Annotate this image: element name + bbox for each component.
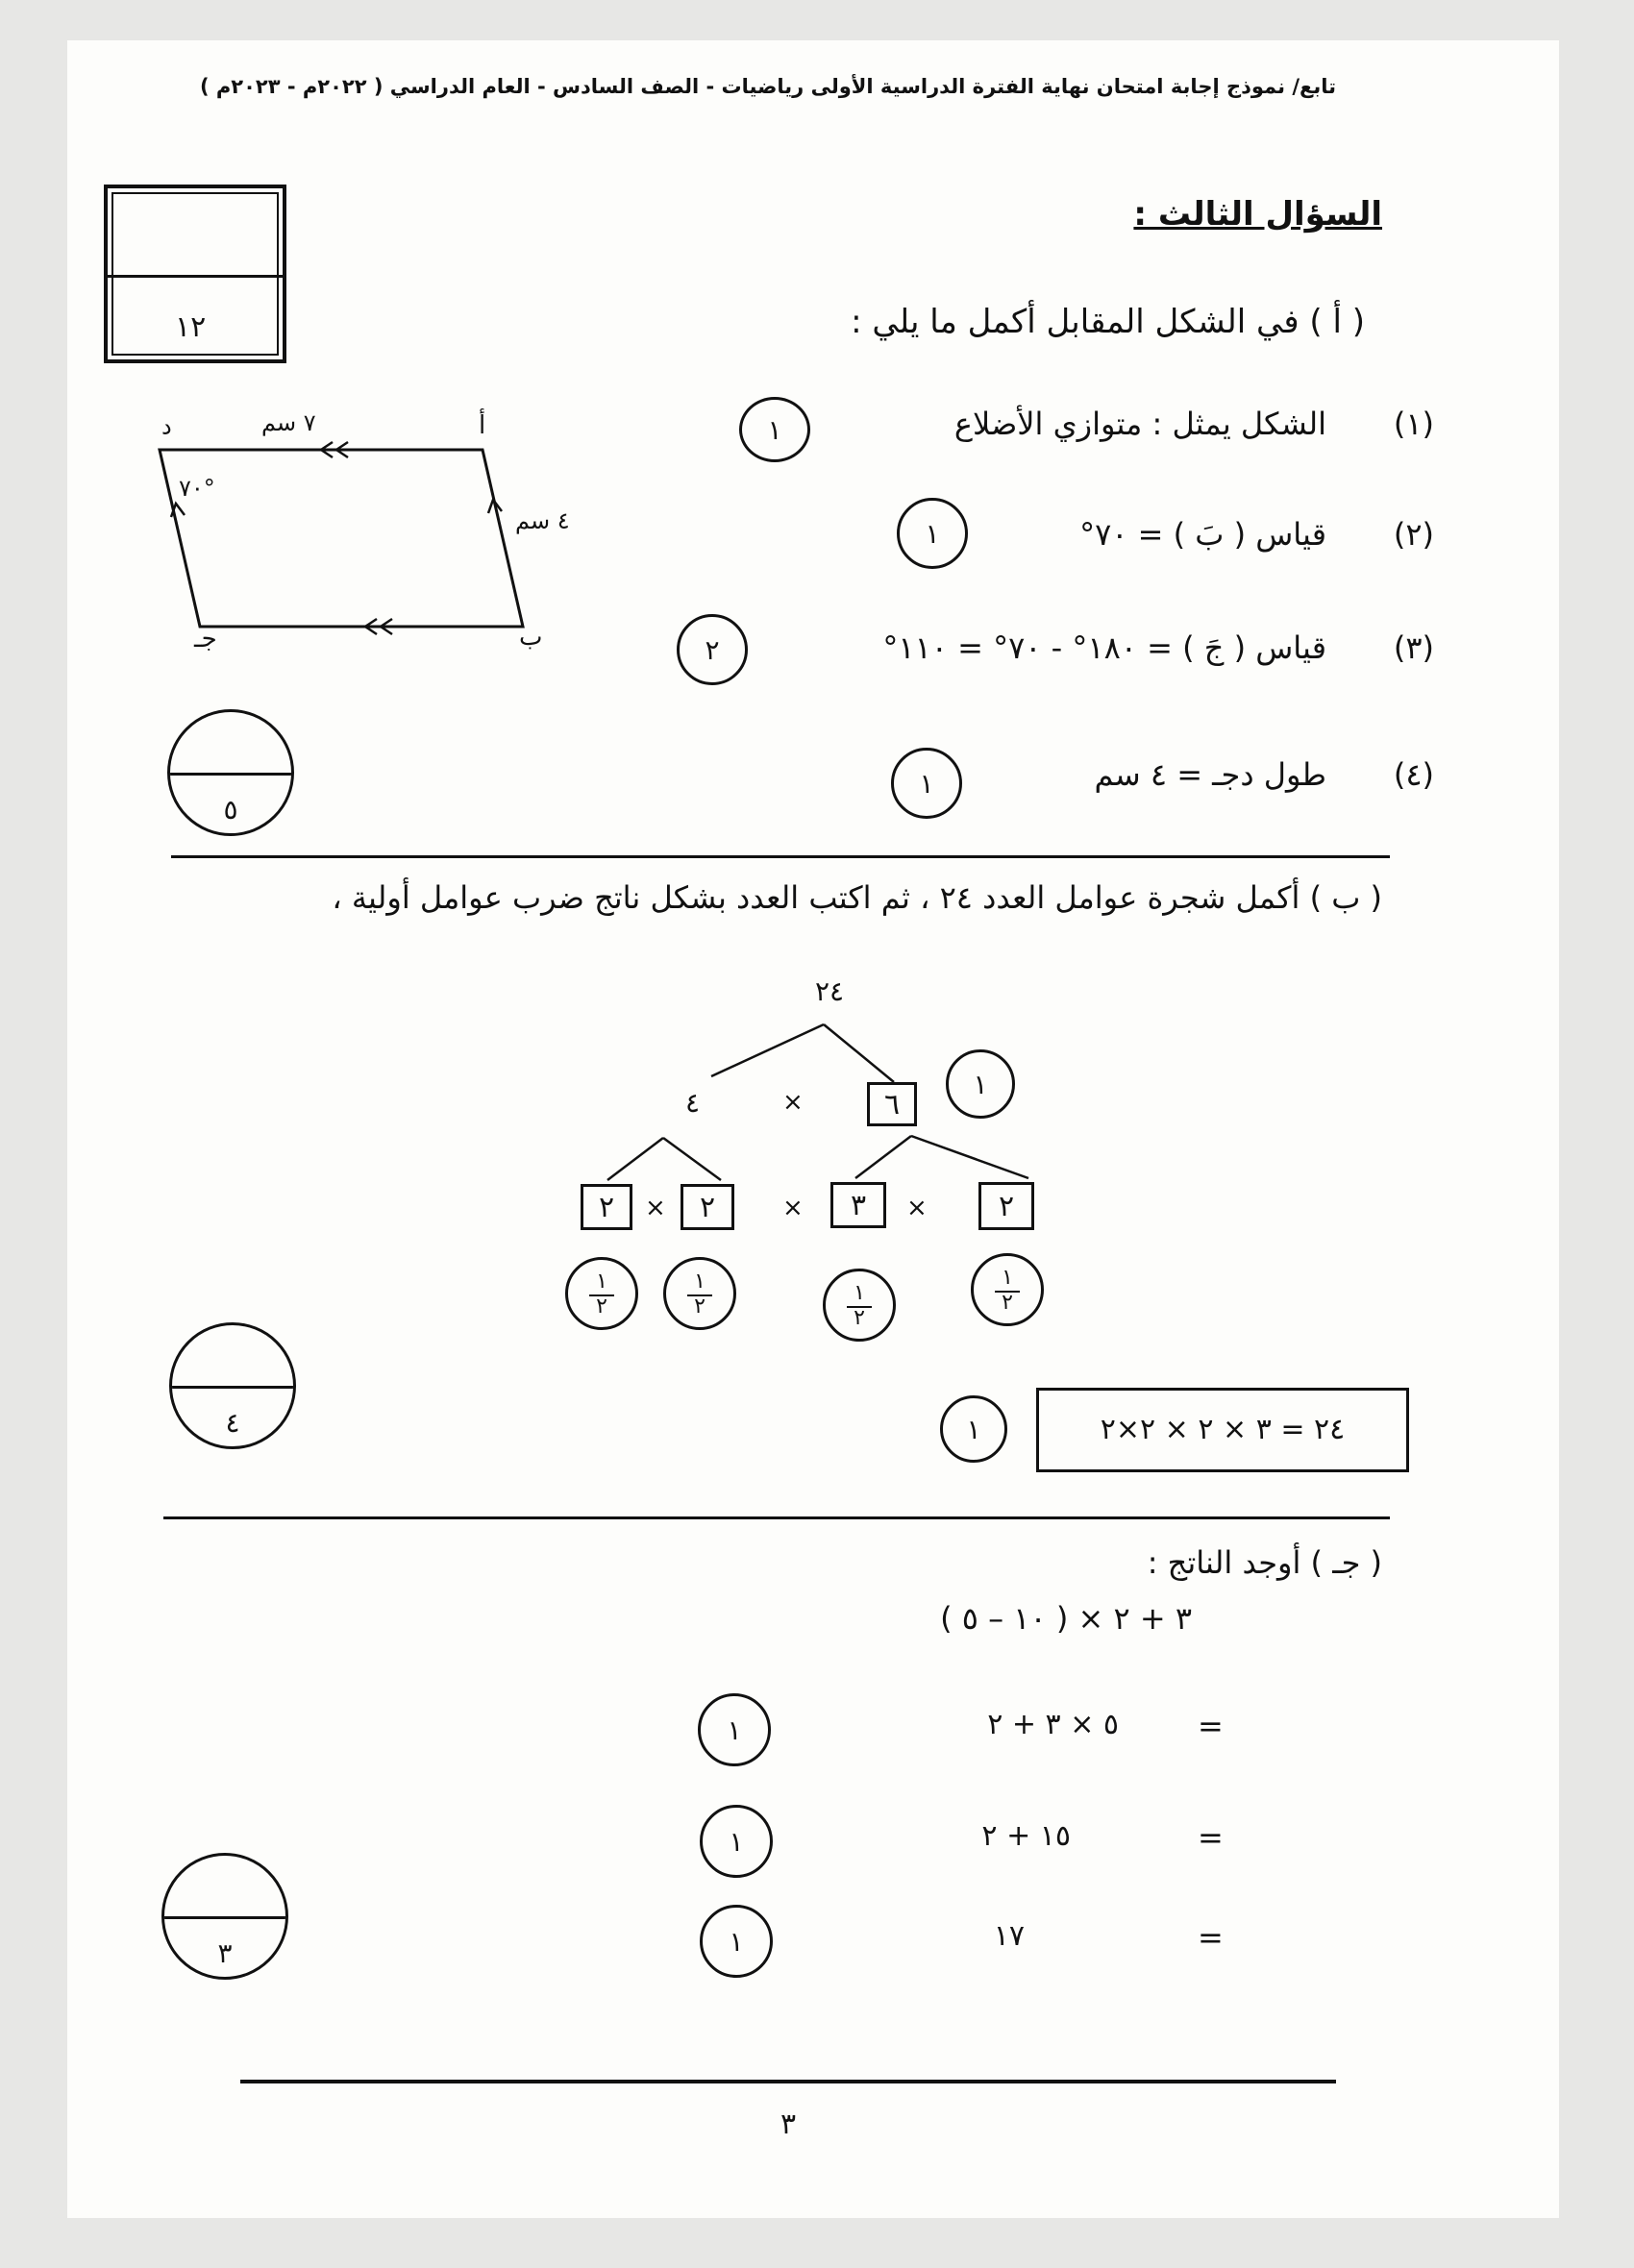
step-1-mark: ١ <box>698 1693 771 1766</box>
part-a-item-3-mark: ٢ <box>677 614 748 685</box>
part-a-item-1-text: الشكل يمثل : متوازي الأضلاع <box>953 406 1326 442</box>
prime-factorization: ٢٤ = ٣ × ٢ × ٢×٢ <box>1100 1413 1346 1446</box>
tree-left-factor: ٤ <box>685 1087 701 1119</box>
part-a-score-circle <box>167 709 294 836</box>
step-3-mark: ١ <box>700 1905 773 1978</box>
leaf-mark-2: ١ ٢ <box>663 1257 736 1330</box>
total-score-box <box>104 185 286 363</box>
part-a-item-4-mark: ١ <box>891 748 962 819</box>
step-2-text: ١٥ + ٢ <box>981 1819 1071 1853</box>
vertex-d-label: د <box>161 413 172 440</box>
answer-mark: ١ <box>940 1395 1007 1463</box>
question-title: السؤال الثالث : <box>1133 195 1382 234</box>
part-b-score-circle <box>169 1322 296 1449</box>
tree-right-factor-box: ٦ <box>867 1082 917 1126</box>
part-a-item-4-num: (٤) <box>1393 756 1434 793</box>
part-a-prompt: ( أ ) في الشكل المقابل أكمل ما يلي : <box>851 303 1365 341</box>
step-1-equals: = <box>1198 1708 1224 1744</box>
part-a-item-3-text: قياس ( جَ ) = ١٨٠° - ٧٠° = ١١٠° <box>882 629 1326 666</box>
divider-b <box>163 1516 1390 1519</box>
step-2-mark: ١ <box>700 1805 773 1878</box>
total-score-value: ١٢ <box>175 310 207 344</box>
divider-a <box>171 855 1390 858</box>
tree-leaf-4: ٢ <box>978 1182 1034 1230</box>
leaf-mark-4: ١ ٢ <box>971 1253 1044 1326</box>
angle-d-label: ٧٠° <box>179 475 215 502</box>
part-a-item-1-num: (١) <box>1393 406 1434 442</box>
tree-root: ٢٤ <box>815 975 845 1007</box>
tree-times-3: × <box>782 1194 804 1222</box>
tree-leaf-3: ٣ <box>830 1182 886 1228</box>
part-b-score-value: ٤ <box>225 1407 240 1439</box>
leaf-mark-3: ١ ٢ <box>823 1269 896 1342</box>
part-b-prompt: ( ب ) أكمل شجرة عوامل العدد ٢٤ ، ثم اكتب العدد بشكل ناتج ضرب عوامل أولية ، <box>332 879 1382 916</box>
step-2-equals: = <box>1198 1819 1224 1856</box>
part-c-score-circle <box>161 1853 288 1980</box>
page-header: تابع/ نموذج إجابة امتحان نهاية الفترة الدراسية الأولى رياضيات - الصف السادس - العام الدراسي ( ٢٠٢٢م - ٢٠٢٣م ) <box>199 75 1336 98</box>
part-a-item-1-mark: ١ <box>739 397 810 462</box>
vertex-b-label: ب <box>519 623 543 652</box>
page-number: ٣ <box>780 2108 797 2141</box>
part-a-item-2-text: قياس ( بَ ) = ٧٠° <box>1079 516 1326 553</box>
step-3-text: ١٧ <box>993 1919 1025 1953</box>
part-a-item-2-mark: ١ <box>897 498 968 569</box>
side-right-length: ٤ سم <box>515 507 570 534</box>
side-top-length: ٧ سم <box>261 409 316 436</box>
leaf-mark-1: ١ ٢ <box>565 1257 638 1330</box>
part-a-score-value: ٥ <box>223 794 238 826</box>
tree-times-1: × <box>782 1088 804 1117</box>
part-a-item-3-num: (٣) <box>1393 629 1434 666</box>
part-a-item-2-num: (٢) <box>1393 516 1434 553</box>
part-c-score-value: ٣ <box>217 1937 233 1969</box>
tree-leaf-2: ٢ <box>681 1184 734 1230</box>
prime-factorization-box <box>1036 1388 1409 1472</box>
step-3-equals: = <box>1198 1919 1224 1956</box>
vertex-a-label: أ <box>479 411 486 440</box>
tree-mark: ١ <box>946 1049 1015 1119</box>
part-c-prompt: ( جـ ) أوجد الناتج : <box>1147 1544 1382 1581</box>
step-1-text: ٥ × ٣ + ٢ <box>987 1708 1119 1741</box>
part-c-expression: ( ١٠ – ٥ ) × ٣ + ٢ <box>940 1600 1192 1637</box>
tree-times-4: × <box>906 1194 928 1222</box>
footer-divider <box>240 2080 1336 2083</box>
tree-times-2: × <box>645 1194 666 1222</box>
vertex-c-label: جـ <box>194 625 217 653</box>
part-a-item-4-text: طول دجـ = ٤ سم <box>1094 756 1326 793</box>
tree-leaf-1: ٢ <box>581 1184 632 1230</box>
